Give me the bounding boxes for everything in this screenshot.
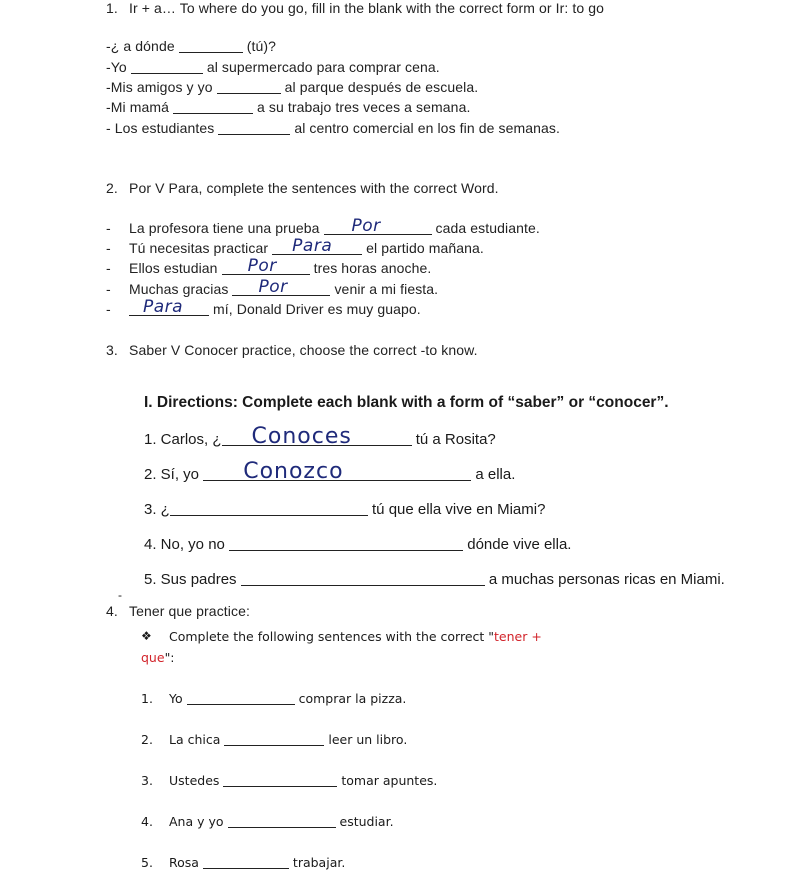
answer-blank[interactable]: [324, 216, 432, 236]
answer-blank[interactable]: [187, 692, 295, 705]
line-text-after: cada estudiante.: [435, 220, 540, 236]
section-2-number: 2.: [106, 180, 118, 196]
line-text-before: 2. Sí, yo: [144, 466, 200, 483]
instruction-end: ":: [164, 650, 175, 665]
answer-blank[interactable]: [222, 256, 310, 276]
exercise-line: [169, 855, 345, 870]
line-text-before: Tú necesitas practicar: [129, 240, 269, 256]
line-text-before: La profesora tiene una prueba: [129, 220, 320, 236]
exercise-line: [106, 59, 440, 75]
exercise-line: [106, 38, 276, 54]
section-4-title: Tener que practice:: [129, 603, 250, 619]
line-text-after: al centro comercial en los fin de semanas.: [294, 120, 560, 136]
bullet-dash: -: [106, 260, 111, 276]
answer-blank[interactable]: [222, 424, 412, 449]
exercise-line: [129, 216, 540, 236]
exercise-line: [169, 732, 407, 747]
line-text-after: tú a Rosita?: [415, 431, 496, 448]
item-number: 5.: [141, 855, 153, 870]
line-text-after: dónde vive ella.: [467, 536, 572, 553]
handwritten-answer: Por: [258, 277, 288, 297]
line-text-before: 1. Carlos, ¿: [144, 431, 222, 448]
item-number: 1.: [141, 691, 153, 706]
directions-heading: I. Directions: Complete each blank with a form of “saber” or “conocer”.: [144, 394, 669, 411]
instruction-highlight-2: que: [141, 650, 165, 665]
line-text-after: trabajar.: [292, 855, 346, 870]
section-3-number: 3.: [106, 342, 118, 358]
stray-mark: -: [118, 588, 123, 602]
instruction-text: Complete the following sentences with the correct ": [169, 629, 495, 644]
line-text-before: 3. ¿: [144, 501, 170, 518]
line-text-before: Ustedes: [169, 773, 220, 788]
line-text-before: -Mis amigos y yo: [106, 79, 213, 95]
answer-blank[interactable]: [217, 79, 281, 94]
answer-blank[interactable]: [203, 856, 289, 869]
line-text-before: -Mi mamá: [106, 99, 170, 115]
line-text-after: tres horas anoche.: [313, 260, 432, 276]
answer-blank[interactable]: [131, 59, 203, 74]
exercise-line: [169, 773, 437, 788]
bullet-dash: -: [106, 220, 111, 236]
exercise-line: [106, 79, 478, 95]
line-text-after: al parque después de escuela.: [284, 79, 479, 95]
handwritten-answer: Para: [292, 236, 333, 256]
exercise-line: [106, 120, 560, 136]
line-text-before: Yo: [169, 691, 183, 706]
exercise-line: [169, 691, 406, 706]
line-text-before: Ana y yo: [169, 814, 224, 829]
line-text-after: leer un libro.: [328, 732, 408, 747]
exercise-line: [129, 277, 439, 297]
answer-blank[interactable]: [241, 569, 485, 586]
exercise-line: [144, 534, 571, 553]
line-text-before: -Yo: [106, 59, 127, 75]
line-text-before: -¿ a dónde: [106, 38, 175, 54]
diamond-bullet-icon: ❖: [141, 629, 152, 643]
line-text-after: al supermercado para comprar cena.: [206, 59, 440, 75]
line-text-before: Ellos estudian: [129, 260, 218, 276]
answer-blank[interactable]: [232, 277, 330, 297]
section-3-title: Saber V Conocer practice, choose the correct -to know.: [129, 342, 478, 358]
line-text-after: venir a mi fiesta.: [334, 281, 439, 297]
line-text-before: Rosa: [169, 855, 199, 870]
exercise-line: [144, 424, 496, 449]
handwritten-answer: Conoces: [251, 424, 352, 449]
answer-blank[interactable]: [173, 99, 253, 114]
exercise-line: [144, 499, 545, 518]
line-text-before: - Los estudiantes: [106, 120, 215, 136]
section-1-number: 1.: [106, 0, 118, 16]
instruction-line-1: [169, 629, 542, 644]
exercise-line: [129, 297, 421, 317]
line-text-after: estudiar.: [339, 814, 394, 829]
answer-blank[interactable]: [218, 120, 290, 135]
exercise-line: [144, 569, 725, 588]
answer-blank[interactable]: [272, 236, 362, 256]
line-text-before: 4. No, yo no: [144, 536, 225, 553]
bullet-dash: -: [106, 301, 111, 317]
exercise-line: [129, 256, 432, 276]
line-text-before: Muchas gracias: [129, 281, 229, 297]
line-text-before: 5. Sus padres: [144, 571, 237, 588]
bullet-dash: -: [106, 240, 111, 256]
line-text-after: tú que ella vive en Miami?: [372, 501, 546, 518]
answer-blank[interactable]: [179, 38, 243, 53]
line-text-before: La chica: [169, 732, 221, 747]
item-number: 2.: [141, 732, 153, 747]
line-text-after: tomar apuntes.: [341, 773, 438, 788]
handwritten-answer: Para: [143, 297, 184, 317]
exercise-line: [106, 99, 470, 115]
answer-blank[interactable]: [228, 815, 336, 828]
line-text-after: (tú)?: [246, 38, 277, 54]
line-text-after: a muchas personas ricas en Miami.: [488, 571, 725, 588]
answer-blank[interactable]: [223, 774, 337, 787]
instruction-line-2: [141, 650, 175, 665]
line-text-after: a su trabajo tres veces a semana.: [257, 99, 471, 115]
exercise-line: [129, 236, 484, 256]
section-4-number: 4.: [106, 603, 118, 619]
handwritten-answer: Por: [247, 256, 277, 276]
handwritten-answer: Por: [351, 216, 381, 236]
line-text-after: el partido mañana.: [366, 240, 484, 256]
answer-blank[interactable]: [170, 499, 368, 516]
answer-blank[interactable]: [224, 733, 324, 746]
instruction-highlight: tener +: [494, 629, 542, 644]
exercise-line: [144, 459, 516, 484]
item-number: 3.: [141, 773, 153, 788]
section-2-title: Por V Para, complete the sentences with the correct Word.: [129, 180, 499, 196]
bullet-dash: -: [106, 281, 111, 297]
line-text-after: comprar la pizza.: [298, 691, 407, 706]
answer-blank[interactable]: [229, 534, 463, 551]
answer-blank[interactable]: [203, 459, 471, 484]
line-text-after: a ella.: [475, 466, 516, 483]
line-text-after: mí, Donald Driver es muy guapo.: [213, 301, 421, 317]
section-1-title: Ir + a… To where do you go, fill in the blank with the correct form or Ir: to go: [129, 0, 605, 16]
item-number: 4.: [141, 814, 153, 829]
exercise-line: [169, 814, 394, 829]
answer-blank[interactable]: [129, 297, 209, 317]
handwritten-answer: Conozco: [243, 459, 344, 484]
